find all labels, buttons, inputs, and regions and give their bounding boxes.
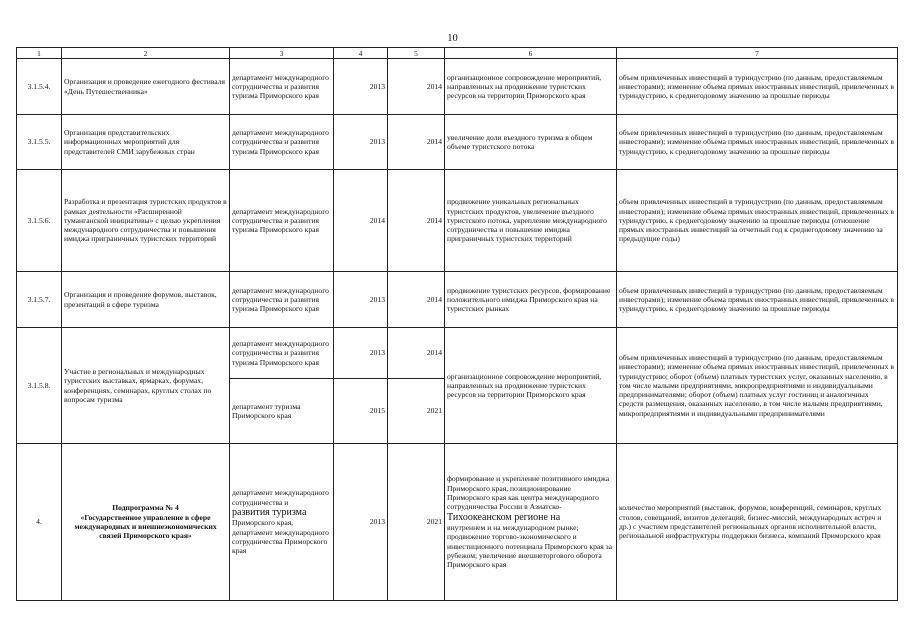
program-table	[16, 47, 898, 601]
start-year: 2013	[334, 328, 388, 379]
measure-name: Организация и проведение ежегодного фестиваля «День Путешественника»	[62, 59, 230, 115]
expected-result: продвижение уникальных региональных туристских продуктов, увеличение въездного туристского потока, укрепление международного сотрудничества и повышение имиджа приграничных туристских территорий	[445, 170, 617, 272]
target-indicator: объем привлеченных инвестиций в туриндустрию (по данным, предоставляемым инвесторами); изменение объема прямых иностранных инвестиций, привлеченных в туриндустрию, к среднегодовому значению за прошлые периоды	[617, 115, 898, 170]
executor-part: Приморского края, департамент международного сотрудничества Приморского края	[232, 518, 329, 556]
table-row	[17, 272, 898, 328]
expected-result: организационное сопровождение мероприятий, направленных на продвижение туристских ресурсов на территории Приморского края	[445, 328, 617, 444]
end-year: 2014	[388, 59, 445, 115]
subprogram-description: «Государственное управление в сфере международных и внешнеэкономических связей Приморского края»	[74, 512, 217, 541]
measure-name: Разработка и презентация туристских продуктов в рамках деятельности «Расширенной туманганской инициативы» с целью укрепления международного сотрудничества и повышения имиджа приграничных туристских территорий	[62, 170, 230, 272]
header-cell: 3	[230, 48, 334, 59]
responsible-executor: департамент международного сотрудничества и развития туризма Приморского края	[230, 59, 334, 115]
end-year: 2021	[388, 379, 445, 444]
row-number: 3.1.5.6.	[17, 170, 62, 272]
table-row	[17, 328, 898, 379]
responsible-executor: департамент международного сотрудничества и развития туризма Приморского края	[230, 170, 334, 272]
expected-result: организационное сопровождение мероприятий, направленных на продвижение туристских ресурсов на территории Приморского края	[445, 59, 617, 115]
subprogram-title: Подпрограмма № 4	[112, 503, 179, 513]
responsible-executor	[230, 444, 334, 601]
end-year: 2014	[388, 115, 445, 170]
executor-part: развития туризма	[232, 506, 307, 518]
table-row	[17, 115, 898, 170]
start-year: 2015	[334, 379, 388, 444]
header-cell: 1	[17, 48, 62, 59]
target-indicator: объем привлеченных инвестиций в туриндустрию (по данным, предоставляемым инвесторами); изменение объема прямых иностранных инвестиций, привлеченных в туриндустрию, к среднегодовому значению за прошлые периоды	[617, 59, 898, 115]
end-year: 2021	[388, 444, 445, 601]
row-number: 3.1.5.5.	[17, 115, 62, 170]
row-number: 3.1.5.7.	[17, 272, 62, 328]
expected-result	[445, 444, 617, 601]
header-cell: 5	[388, 48, 445, 59]
row-number: 3.1.5.8.	[17, 328, 62, 444]
measure-name: Организация и проведение форумов, выставок, презентаций в сфере туризма	[62, 272, 230, 328]
start-year: 2013	[334, 272, 388, 328]
responsible-executor: департамент международного сотрудничества и развития туризма Приморского края	[230, 115, 334, 170]
table-row	[17, 59, 898, 115]
table-row	[17, 170, 898, 272]
executor-part: департамент международного сотрудничества и	[232, 488, 329, 507]
responsible-executor: департамент международного сотрудничества и развития туризма Приморского края	[230, 272, 334, 328]
result-part: формирование и укрепление позитивного имиджа Приморского края, позиционирование Приморского края как центра международного сотрудничества России в Азиатско-	[447, 474, 610, 512]
page-number: 10	[447, 33, 458, 44]
target-indicator: объем привлеченных инвестиций в туриндустрию (по данным, предоставляемым инвесторами); изменение объема прямых иностранных инвестиций, привлеченных в туриндустрию, к среднегодовому значению за прошлые периоды	[617, 272, 898, 328]
measure-name: Участие в региональных и международных туристских выставках, ярмарках, форумах, конференциях, семинарах, круглых столах по вопросам туризма	[62, 328, 230, 444]
row-number: 3.1.5.4.	[17, 59, 62, 115]
result-part: Тихоокеанском регионе на	[447, 511, 561, 523]
start-year: 2013	[334, 444, 388, 601]
subprogram-name	[62, 444, 230, 601]
end-year: 2014	[388, 328, 445, 379]
end-year: 2014	[388, 272, 445, 328]
header-cell: 4	[334, 48, 388, 59]
table-row	[17, 444, 898, 601]
header-cell: 2	[62, 48, 230, 59]
target-indicator: количество мероприятий (выставок, форумов, конференций, семинаров, круглых столов, совещаний, визитов делегаций, бизнес-миссий, международных встреч и др.) с участием представителей региональных органов исполнительной власти, региональной инфраструктуры поддержки бизнеса, компаний Приморского края	[617, 444, 898, 601]
row-number: 4.	[17, 444, 62, 601]
header-cell: 6	[445, 48, 617, 59]
start-year: 2014	[334, 170, 388, 272]
target-indicator: объем привлеченных инвестиций в туриндустрию (по данным, предоставляемым инвесторами); изменение объема прямых иностранных инвестиций, привлеченных в туриндустрию, к среднегодовому значению за прошлые периоды (отношение прямых иностранных инвестиций за отчетный год к среднегодовому значению за предыдущие годы)	[617, 170, 898, 272]
header-row	[17, 48, 898, 59]
start-year: 2013	[334, 59, 388, 115]
start-year: 2013	[334, 115, 388, 170]
result-part: внутреннем и на международном рынке; продвижение торгово-экономического и инвестиционного потенциала Приморского края за рубежом; увеличение внешнеторгового оборота Приморского края	[447, 523, 613, 570]
end-year: 2014	[388, 170, 445, 272]
target-indicator: объем привлеченных инвестиций в туриндустрию (по данным, предоставляемым инвесторами); изменение объема прямых иностранных инвестиций, привлеченных в туриндустрию; оборот (объем) платных туристских услуг, оказанных населению, в том числе малыми предприятиями, микропредприятиями и индивидуальными предпринимателями; оборот (объем) платных услуг гостиниц и аналогичных средств размещения, оказанных населению, в том числе малыми предприятиями, микропредприятиями и индивидуальными предпринимателями	[617, 328, 898, 444]
responsible-executor: департамент международного сотрудничества и развития туризма Приморского края	[230, 328, 334, 379]
expected-result: продвижение туристских ресурсов, формирование положительного имиджа Приморского края на туристских рынках	[445, 272, 617, 328]
measure-name: Организация представительских информационных мероприятий для представителей СМИ зарубежных стран	[62, 115, 230, 170]
expected-result: увеличение доли въездного туризма в общем объеме туристского потока	[445, 115, 617, 170]
header-cell: 7	[617, 48, 898, 59]
responsible-executor: департамент туризма Приморского края	[230, 379, 334, 444]
